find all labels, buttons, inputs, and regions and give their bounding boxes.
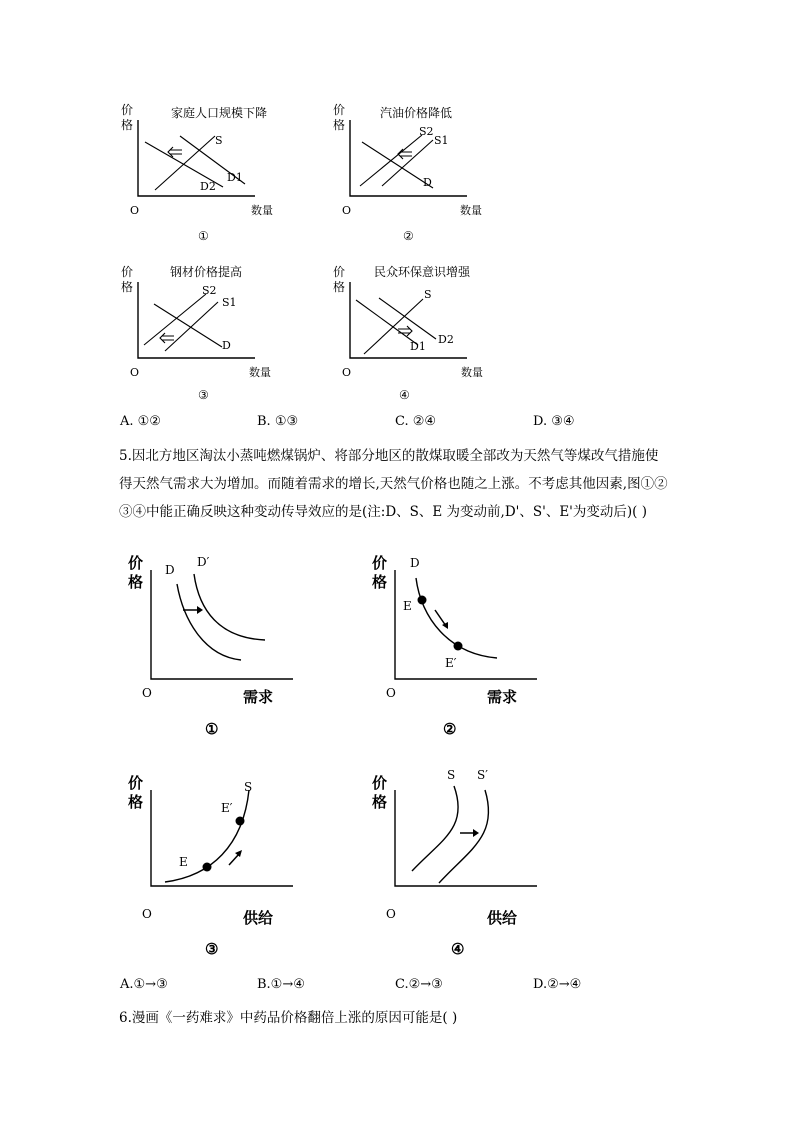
equilibrium-point-e — [203, 863, 212, 872]
quantity-axis-label: 数量 — [251, 204, 273, 217]
left-arrow-icon — [398, 149, 412, 159]
price-axis-label-bottom: 格 — [128, 573, 144, 591]
price-axis-label-top: 价 — [372, 554, 388, 572]
curve-label: D′ — [197, 555, 210, 569]
price-axis-label-bottom: 格 — [121, 280, 134, 294]
price-axis-label-top: 价 — [372, 774, 388, 792]
right-arrow-icon — [460, 829, 479, 837]
curve-label: S1 — [222, 296, 237, 309]
figure-title: 家庭人口规模下降 — [171, 106, 268, 120]
question-5-line: ③④中能正确反映这种变动传导效应的是(注:D、S、E 为变动前,D'、S'、E'为变动后)( ) — [119, 504, 647, 520]
demand-axis-label: 需求 — [243, 688, 274, 706]
option-d[interactable]: D.②→④ — [533, 977, 582, 992]
price-axis-label-top: 价 — [333, 265, 346, 279]
option-b[interactable]: B.①→④ — [257, 977, 305, 992]
supply-axis-label: 供给 — [243, 909, 274, 927]
right-arrow-icon — [398, 326, 412, 336]
question-5 — [119, 442, 699, 526]
origin-label: O — [386, 907, 396, 921]
question-5-line: 5.因北方地区淘汰小蒸吨燃煤锅炉、将部分地区的散煤取暖全部改为天然气等煤改气措施使 — [119, 448, 659, 464]
curve-label: D1 — [227, 171, 243, 184]
equilibrium-point-e-prime — [236, 817, 245, 826]
axes — [350, 282, 467, 358]
price-axis-label-top: 价 — [128, 774, 144, 792]
option-a[interactable]: A.①→③ — [120, 977, 168, 992]
axes — [395, 790, 537, 886]
origin-label: O — [342, 366, 352, 379]
axes — [138, 282, 255, 358]
origin-label: O — [386, 686, 396, 700]
figure-2-bottom — [369, 548, 549, 743]
axes — [350, 120, 467, 196]
curve-label: D — [410, 556, 420, 570]
up-right-arrow-icon — [229, 850, 242, 865]
price-axis-label-bottom: 格 — [128, 793, 144, 811]
price-axis-label-top: 价 — [333, 103, 346, 117]
axes — [395, 570, 537, 679]
left-arrow-icon — [160, 333, 174, 343]
curve-label: S — [215, 134, 223, 147]
figure-4-bottom — [369, 768, 549, 963]
curve-label: S — [447, 768, 456, 782]
option-c[interactable]: C. ②④ — [395, 414, 437, 429]
option-c[interactable]: C.②→③ — [395, 977, 443, 992]
demand-curve-d — [177, 584, 241, 660]
point-label: E — [403, 599, 412, 613]
figure-1-bottom — [125, 548, 305, 743]
supply-axis-label: 供给 — [487, 909, 518, 927]
figure-3-top — [118, 262, 288, 407]
left-arrow-icon — [168, 147, 182, 157]
curve-label: S2 — [202, 284, 217, 297]
curve-label: S′ — [477, 768, 488, 782]
origin-label: O — [342, 204, 352, 217]
origin-label: O — [142, 907, 152, 921]
curve-label: S — [244, 780, 253, 794]
figure-number: ② — [403, 229, 414, 243]
figure-1-top — [118, 100, 288, 245]
price-axis-label-top: 价 — [121, 265, 134, 279]
curve-label: S2 — [419, 125, 434, 138]
figure-title: 民众环保意识增强 — [374, 265, 471, 279]
equilibrium-point-e — [418, 596, 427, 605]
axes — [151, 570, 293, 679]
point-label: E′ — [221, 801, 233, 815]
supply-curve-s1 — [165, 302, 218, 351]
curve-label: D — [165, 563, 175, 577]
demand-axis-label: 需求 — [487, 688, 518, 706]
question-6: 6.漫画《一药难求》中药品价格翻倍上涨的原因可能是( ) — [119, 1010, 458, 1026]
figure-number: ④ — [451, 940, 465, 958]
curve-label: D2 — [200, 180, 216, 193]
figure-2-top — [330, 100, 500, 245]
curve-label: D2 — [438, 333, 454, 346]
demand-curve-d-prime — [194, 574, 265, 640]
supply-curve-s2 — [144, 294, 206, 345]
figure-number: ③ — [198, 388, 209, 402]
origin-label: O — [130, 204, 140, 217]
figure-title: 汽油价格降低 — [380, 106, 453, 120]
figure-number: ① — [205, 720, 219, 738]
figure-4-top — [330, 262, 500, 407]
figure-3-bottom — [125, 768, 305, 963]
quantity-axis-label: 数量 — [461, 366, 483, 379]
figure-number: ④ — [399, 388, 410, 402]
point-label: E — [179, 855, 188, 869]
origin-label: O — [130, 366, 140, 379]
figure-number: ① — [198, 229, 209, 243]
price-axis-label-top: 价 — [128, 554, 144, 572]
figure-number: ③ — [205, 940, 219, 958]
figure-number: ② — [443, 720, 457, 738]
curve-label: D1 — [410, 340, 426, 353]
curve-label: S — [424, 288, 432, 301]
axes — [138, 120, 255, 196]
supply-curve-s — [412, 786, 458, 871]
origin-label: O — [142, 686, 152, 700]
quantity-axis-label: 数量 — [460, 204, 482, 217]
price-axis-label-top: 价 — [121, 103, 134, 117]
demand-curve-d1 — [356, 300, 418, 345]
point-label: E′ — [445, 656, 457, 670]
price-axis-label-bottom: 格 — [372, 573, 388, 591]
curve-label: D — [222, 339, 231, 352]
option-d[interactable]: D. ③④ — [533, 414, 575, 429]
option-b[interactable]: B. ①③ — [257, 414, 299, 429]
curve-label: D — [423, 176, 432, 189]
curve-label: S1 — [434, 134, 449, 147]
price-axis-label-bottom: 格 — [372, 793, 388, 811]
option-a[interactable]: A. ①② — [120, 414, 161, 429]
equilibrium-point-e-prime — [454, 642, 463, 651]
question-5-line: 得天然气需求大为增加。而随着需求的增长,天然气价格也随之上涨。不考虑其他因素,图①② — [119, 476, 668, 492]
price-axis-label-bottom: 格 — [121, 118, 134, 132]
figure-title: 钢材价格提高 — [170, 265, 243, 279]
quantity-axis-label: 数量 — [249, 366, 271, 379]
price-axis-label-bottom: 格 — [333, 118, 346, 132]
down-right-arrow-icon — [435, 610, 448, 629]
price-axis-label-bottom: 格 — [333, 280, 346, 294]
